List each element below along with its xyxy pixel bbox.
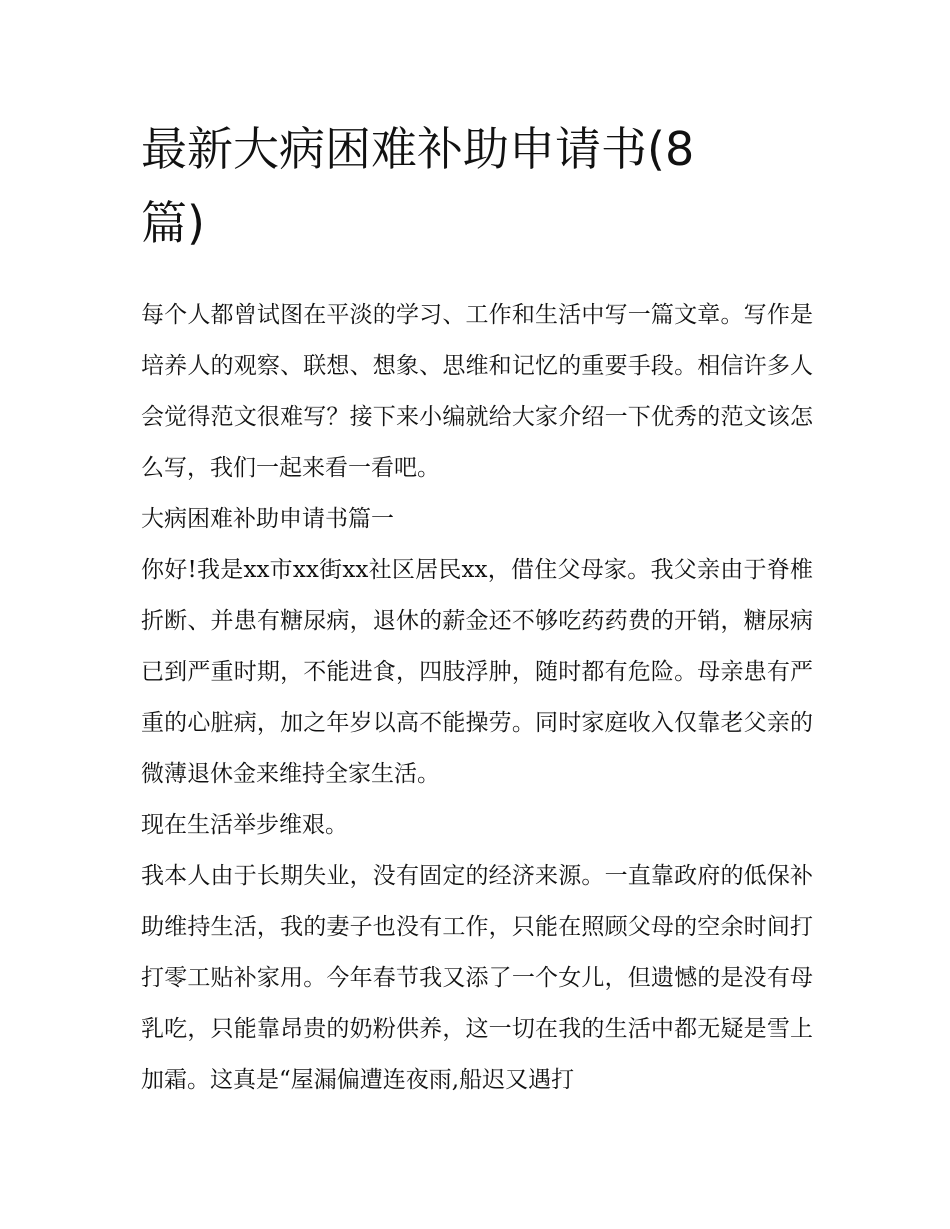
document-title: 最新大病困难补助申请书(8篇) [141,122,695,250]
body-paragraph: 我本人由于长期失业，没有固定的经济来源。一直靠政府的低保补助维持生活，我的妻子也没有工作，只能在照顾父母的空余时间打打零工贴补家用。今年春节我又添了一个女儿，但遗憾的是没有母乳吃，只能靠昂贵的奶粉供养，这一切在我的生活中都无疑是雪上加霜。这真是“屋漏偏遭连夜雨,船迟又遇打 [141,863,813,1093]
section-heading: 大病困难补助申请书篇一 [141,506,394,532]
body-paragraph: 你好!我是xx市xx街xx社区居民xx，借住父母家。我父亲由于脊椎折断、并患有糖尿病，退休的薪金还不够吃药药费的开销，糖尿病已到严重时期，不能进食，四肢浮肿，随时都有危险。母亲患有严重的心脏病，加之年岁以高不能操劳。同时家庭收入仅靠老父亲的微薄退休金来维持全家生活。 [141,557,813,787]
body-paragraph: 现在生活举步维艰。 [141,812,348,838]
intro-paragraph: 每个人都曾试图在平淡的学习、工作和生活中写一篇文章。写作是培养人的观察、联想、想象、思维和记忆的重要手段。相信许多人会觉得范文很难写？接下来小编就给大家介绍一下优秀的范文该怎么写，我们一起来看一看吧。 [141,302,813,481]
document-page [141,112,813,1106]
